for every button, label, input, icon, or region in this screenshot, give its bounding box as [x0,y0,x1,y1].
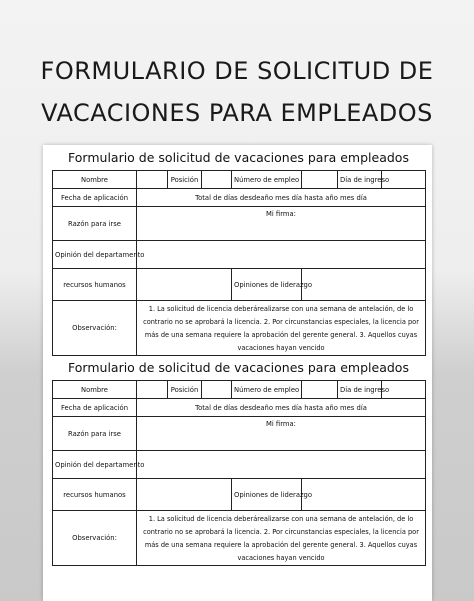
observation-text: 1. La solicitud de licencia deberárealizarse con una semana de antelación, de lo contrario no se aprobará la licencia. 2. Por circunstancias especiales, la licencia por más de una semana requiere la aprobación del gerente general. 3. Aquellos cuyas vacaciones hayan vencido [137,301,426,356]
observation-label: Observación: [53,511,137,566]
vacation-form-1 [52,148,425,356]
signature-field[interactable]: Mi firma: [137,417,426,451]
vacation-form-2 [52,358,425,566]
form-table [52,170,426,356]
name-label: Nombre [53,381,137,399]
leadership-opinion-label: Opiniones de liderazgo [232,269,302,301]
department-opinion-field[interactable] [137,241,426,269]
position-label: Posición [168,381,202,399]
name-label: Nombre [53,171,137,189]
position-label: Posición [168,171,202,189]
department-opinion-label: Opinión del departamento [53,451,137,479]
employee-number-field[interactable] [302,171,338,189]
page-title [0,50,474,134]
employee-number-label: Número de empleo [232,381,302,399]
hr-label: recursos humanos [53,479,137,511]
entry-date-label: Día de ingreso [338,171,382,189]
page-title-line-2: VACACIONES PARA EMPLEADOS [41,99,433,127]
observation-label: Observación: [53,301,137,356]
name-field[interactable] [137,381,168,399]
hr-field[interactable] [137,479,232,511]
hr-field[interactable] [137,269,232,301]
observation-text: 1. La solicitud de licencia deberárealizarse con una semana de antelación, de lo contrario no se aprobará la licencia. 2. Por circunstancias especiales, la licencia por más de una semana requiere la aprobación del gerente general. 3. Aquellos cuyas vacaciones hayan vencido [137,511,426,566]
leadership-opinion-field[interactable] [302,269,426,301]
reason-label: Razón para irse [53,207,137,241]
position-field[interactable] [202,171,232,189]
reason-label: Razón para irse [53,417,137,451]
department-opinion-label: Opinión del departamento [53,241,137,269]
name-field[interactable] [137,171,168,189]
application-date-label: Fecha de aplicación [53,189,137,207]
form-sheet [43,145,432,601]
leadership-opinion-field[interactable] [302,479,426,511]
department-opinion-field[interactable] [137,451,426,479]
employee-number-label: Número de empleo [232,171,302,189]
leadership-opinion-label: Opiniones de liderazgo [232,479,302,511]
total-days-field[interactable]: Total de días desdeaño mes día hasta año mes día [137,189,426,207]
entry-date-label: Día de ingreso [338,381,382,399]
application-date-label: Fecha de aplicación [53,399,137,417]
signature-field[interactable]: Mi firma: [137,207,426,241]
page-title-line-1: FORMULARIO DE SOLICITUD DE [40,57,434,85]
hr-label: recursos humanos [53,269,137,301]
total-days-field[interactable]: Total de días desdeaño mes día hasta año mes día [137,399,426,417]
form-table [52,380,426,566]
form-title: Formulario de solicitud de vacaciones para empleados [68,360,409,375]
form-title: Formulario de solicitud de vacaciones para empleados [68,150,409,165]
position-field[interactable] [202,381,232,399]
employee-number-field[interactable] [302,381,338,399]
